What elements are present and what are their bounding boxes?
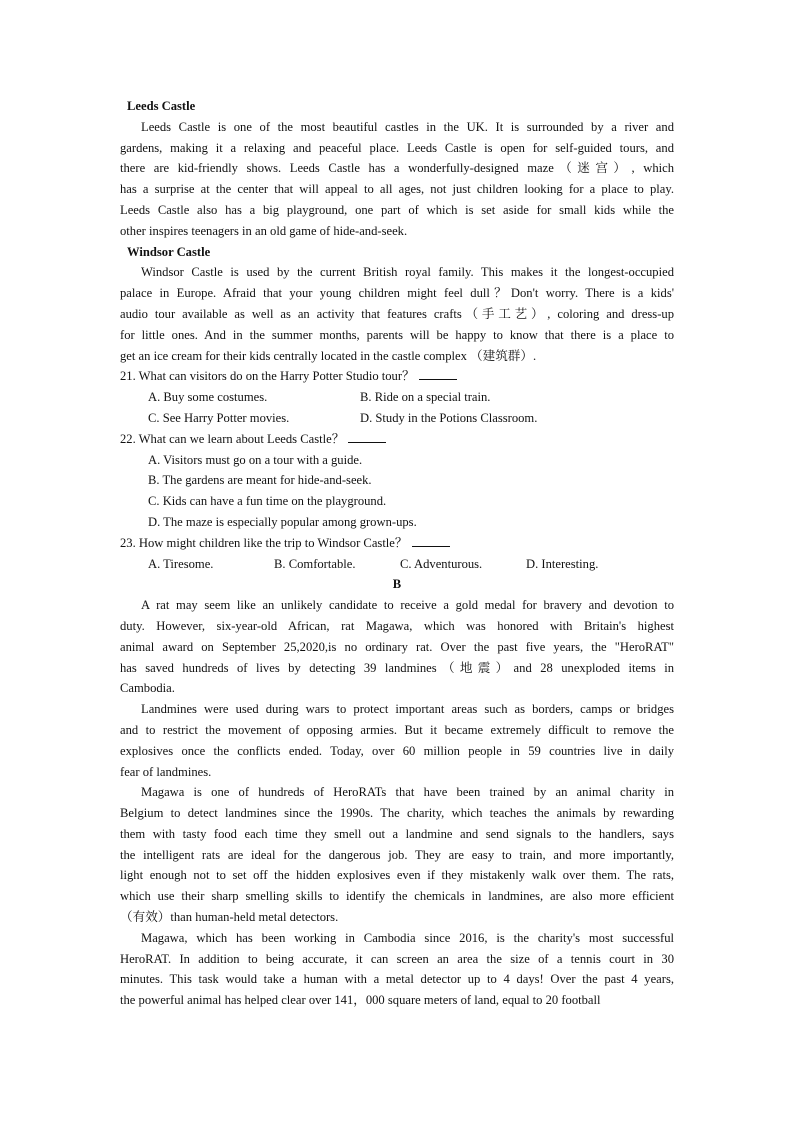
answer-option: A. Buy some costumes. bbox=[148, 390, 268, 405]
passage-b-paragraph bbox=[120, 595, 674, 699]
passage-b-line: explosives once the conflicts ended. Today, over 60 million people in 59 countries live in daily bbox=[120, 743, 674, 758]
answer-blank bbox=[348, 430, 386, 443]
windsor-castle-line: Windsor Castle is used by the current British royal family. This makes it the longest-occupied bbox=[141, 265, 674, 280]
passage-b-line: HeroRAT. In addition to being accurate, it can screen an area the size of a tennis court in 30 bbox=[120, 951, 674, 966]
answer-blank bbox=[419, 367, 457, 380]
answer-option: B. Comfortable. bbox=[274, 556, 356, 571]
question-number: 21. bbox=[120, 369, 136, 384]
passage-b-line: Landmines were used during wars to protect important areas such as borders, camps or bridges bbox=[141, 702, 674, 717]
answer-option-row bbox=[120, 387, 674, 408]
passage-b-body bbox=[120, 595, 674, 1011]
leeds-castle-line: gardens, making it a relaxing and peaceful place. Leeds Castle is open for self-guided tours, and bbox=[120, 140, 674, 155]
leeds-castle-line: Leeds Castle is one of the most beautiful castles in the UK. It is surrounded by a river and bbox=[141, 119, 674, 134]
windsor-castle-line: audio tour available as well as an activity that features crafts（手工艺）, coloring and dress-up bbox=[120, 306, 674, 321]
answer-option-row bbox=[120, 408, 674, 429]
windsor-castle-heading: Windsor Castle bbox=[127, 244, 211, 259]
question-stem bbox=[120, 366, 674, 387]
answer-option: C. Adventurous. bbox=[400, 556, 483, 571]
passage-b-paragraph bbox=[120, 782, 674, 928]
passage-b-label: B bbox=[392, 577, 402, 592]
question-stem bbox=[120, 429, 674, 450]
passage-b-line: which use their sharp smelling skills to identify the chemicals in landmines, are also more efficient bbox=[120, 889, 674, 904]
windsor-castle-line: for little ones. And in the summer months, parents will be happy to know that there is a place to bbox=[120, 327, 674, 342]
question-stem bbox=[120, 533, 674, 554]
passage-b-line: them with tasty food each time they smell out a landmine and send signals to the handlers, says bbox=[120, 826, 674, 841]
document-content bbox=[120, 96, 674, 1011]
passage-b-line: and to restrict the movement of opposing armies. But it became extremely difficult to remove the bbox=[120, 722, 674, 737]
passage-b-line: light enough not to set off the hidden explosives even if they mistakenly walk over them. The rats, bbox=[120, 868, 674, 883]
question-list bbox=[120, 366, 674, 574]
passage-b-line: A rat may seem like an unlikely candidate to receive a gold medal for bravery and devotion to bbox=[141, 598, 674, 613]
answer-option: B. The gardens are meant for hide-and-seek. bbox=[148, 473, 372, 488]
passage-b-line: Belgium to detect landmines since the 1990s. The charity, which teaches the animals by rewarding bbox=[120, 806, 674, 821]
windsor-castle-line: palace in Europe. Afraid that your young children might feel dull？Don't worry. There is a kids' bbox=[120, 286, 674, 301]
passage-b-paragraph bbox=[120, 928, 674, 1011]
passage-b-line: the powerful animal has helped clear over 141，000 square meters of land, equal to 20 football bbox=[120, 993, 601, 1008]
question-number: 23. bbox=[120, 535, 136, 550]
answer-option: A. Tiresome. bbox=[148, 556, 214, 571]
passage-b-line: minutes. This task would take a human with a metal detector up to 4 days! Over the past 4 years, bbox=[120, 972, 674, 987]
passage-b-line: has saved hundreds of lives by detecting 39 landmines（地震）and 28 unexploded items in bbox=[120, 660, 674, 675]
passage-b-line: Cambodia. bbox=[120, 681, 175, 696]
passage-b-line: duty. However, six-year-old African, rat Magawa, which was honored with Britain's highest bbox=[120, 618, 674, 633]
passage-b-line: fear of landmines. bbox=[120, 764, 212, 779]
answer-option: D. Study in the Potions Classroom. bbox=[360, 410, 538, 425]
answer-option-row bbox=[120, 554, 674, 575]
passage-b-line: the intelligent rats are ideal for the dangerous job. They are easy to train, and more importantly, bbox=[120, 847, 674, 862]
leeds-castle-line: there are kid-friendly shows. Leeds Castle has a wonderfully-designed maze（迷宫）, which bbox=[120, 161, 674, 176]
windsor-castle-paragraph bbox=[120, 262, 674, 366]
passage-b-line: Magawa, which has been working in Cambodia since 2016, is the charity's most successful bbox=[141, 930, 674, 945]
passage-b-line: Magawa is one of hundreds of HeroRATs that have been trained by an animal charity in bbox=[141, 785, 674, 800]
answer-option: C. Kids can have a fun time on the playground. bbox=[148, 494, 387, 509]
answer-option: A. Visitors must go on a tour with a guide. bbox=[148, 452, 363, 467]
leeds-castle-line: Leeds Castle also has a big playground, one part of which is set aside for small kids while the bbox=[120, 202, 674, 217]
leeds-castle-line: other inspires teenagers in an old game of hide-and-seek. bbox=[120, 223, 408, 238]
answer-option: B. Ride on a special train. bbox=[360, 390, 491, 405]
answer-blank bbox=[412, 534, 450, 547]
question-text: How might children like the trip to Windsor Castle？ bbox=[138, 535, 408, 550]
passage-b-paragraph bbox=[120, 699, 674, 782]
question-text: What can we learn about Leeds Castle？ bbox=[138, 431, 345, 446]
leeds-castle-heading: Leeds Castle bbox=[127, 99, 196, 113]
answer-option: D. The maze is especially popular among grown-ups. bbox=[148, 514, 417, 529]
passage-b-line: （有效）than human-held metal detectors. bbox=[120, 910, 339, 925]
passage-b-line: animal award on September 25,2020,is no ordinary rat. Over the past five years, the "HeroRAT" bbox=[120, 639, 674, 654]
question-text: What can visitors do on the Harry Potter Studio tour？ bbox=[138, 369, 415, 384]
leeds-castle-line: has a surprise at the center that will appeal to all ages, not just children looking for a place to play. bbox=[120, 182, 674, 197]
leeds-castle-paragraph bbox=[120, 117, 674, 242]
windsor-castle-line: get an ice cream for their kids centrally located in the castle complex （建筑群）. bbox=[120, 348, 537, 363]
question-number: 22. bbox=[120, 431, 136, 446]
answer-option: C. See Harry Potter movies. bbox=[148, 410, 290, 425]
answer-option: D. Interesting. bbox=[526, 556, 599, 571]
